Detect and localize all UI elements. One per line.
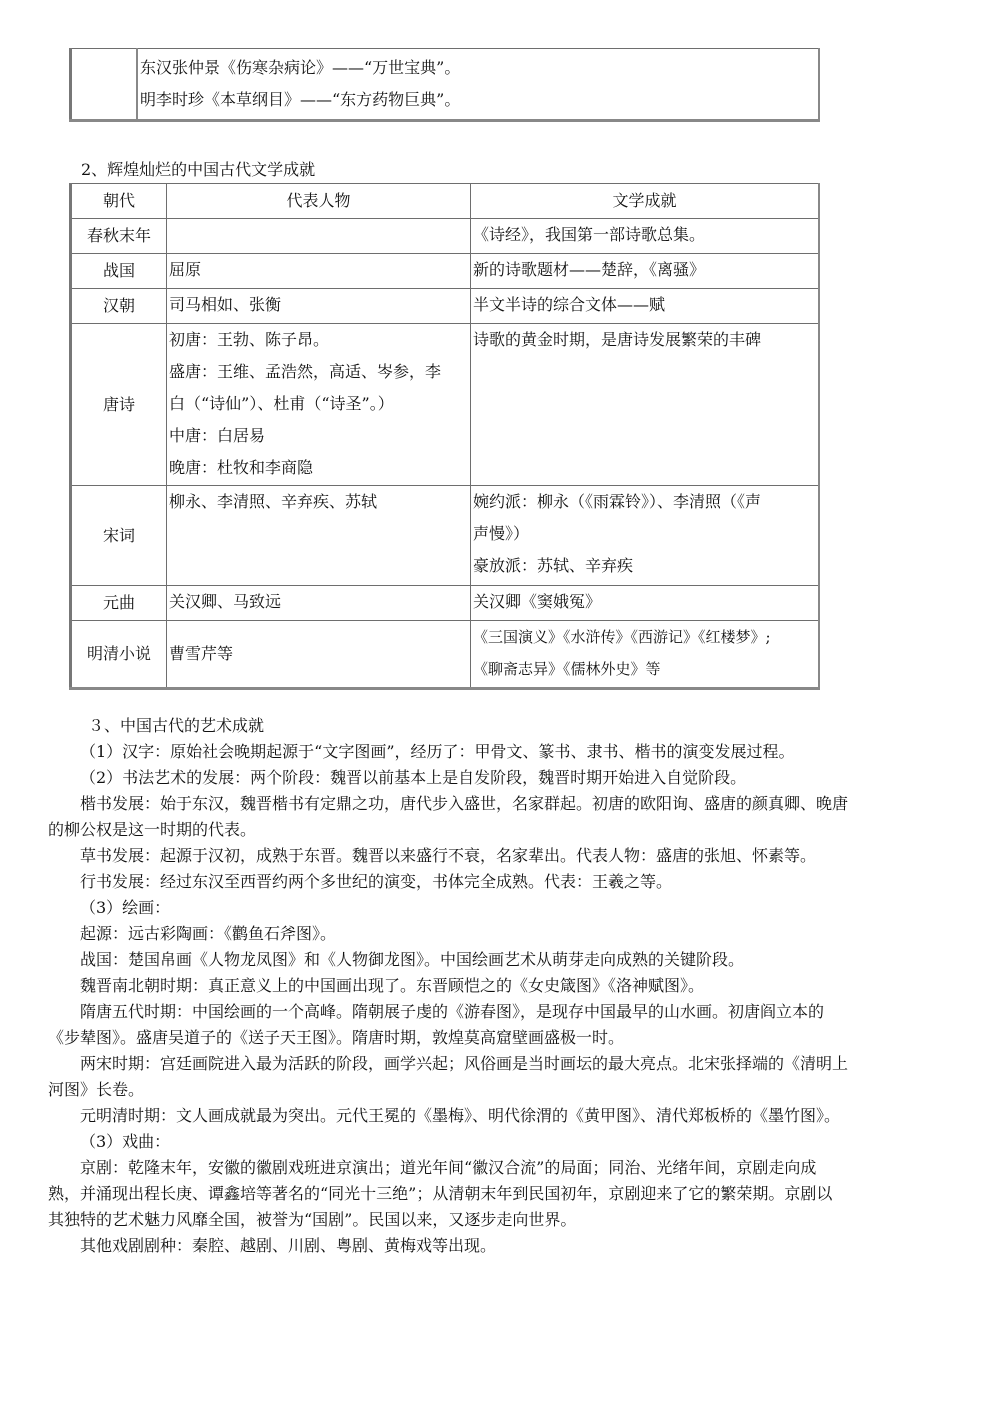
paragraph: 楷书发展：始于东汉，魏晋楷书有定鼎之功，唐代步入盛世，名家群起。初唐的欧阳询、盛唐的颜真卿、晚唐的柳公权是这一时期的代表。 xyxy=(48,794,849,839)
achievement-line: 新的诗歌题材——楚辞，《离骚》 xyxy=(473,260,706,279)
table-row xyxy=(71,254,820,289)
medicine-cell xyxy=(137,49,819,121)
literature-table xyxy=(69,183,820,690)
header-dynasty: 朝代 xyxy=(71,184,167,219)
empty-cell xyxy=(71,49,138,121)
achievement-line: 《三国演义》《水浒传》《西游记》《红楼梦》; xyxy=(473,628,771,646)
achievement-line: 婉约派：柳永（《雨霖铃》）、李清照（《声 xyxy=(473,492,762,511)
medicine-line: 明李时珍《本草纲目》——“东方药物巨典”。 xyxy=(140,90,461,109)
header-achievement: 文学成就 xyxy=(471,184,820,219)
dynasty-cell: 唐诗 xyxy=(71,324,167,486)
dynasty-cell: 战国 xyxy=(71,254,167,289)
paragraph: 草书发展：起源于汉初，成熟于东晋。魏晋以来盛行不衰，名家辈出。代表人物：盛唐的张旭、怀素等。 xyxy=(80,846,817,865)
table-row xyxy=(71,621,820,689)
paragraph: 其他戏剧剧种：秦腔、越剧、川剧、粤剧、黄梅戏等出现。 xyxy=(80,1236,497,1255)
table-header-row xyxy=(71,184,820,219)
people-cell xyxy=(167,486,471,586)
achievement-line: 豪放派：苏轼、辛弃疾 xyxy=(473,556,634,575)
people-line: 初唐：王勃、陈子昂。 xyxy=(169,330,330,349)
achievement-cell xyxy=(471,586,820,621)
art-achievements-section xyxy=(48,713,848,1259)
dynasty-cell: 宋词 xyxy=(71,486,167,586)
achievement-line: 《聊斋志异》《儒林外史》等 xyxy=(473,660,661,678)
dynasty-cell: 元曲 xyxy=(71,586,167,621)
people-cell xyxy=(167,586,471,621)
achievement-cell xyxy=(471,486,820,586)
table-row xyxy=(71,324,820,486)
people-line: 盛唐：王维、孟浩然，高适、岑参，李 xyxy=(169,362,442,381)
achievement-line: 关汉卿《窦娥冤》 xyxy=(473,592,602,611)
people-cell xyxy=(167,621,471,689)
achievement-cell xyxy=(471,219,820,254)
people-cell xyxy=(167,219,471,254)
paragraph: 起源：远古彩陶画：《鹳鱼石斧图》。 xyxy=(80,924,337,943)
paragraph: 魏晋南北朝时期：真正意义上的中国画出现了。东晋顾恺之的《女史箴图》《洛神赋图》。 xyxy=(80,976,705,995)
dynasty-cell: 明清小说 xyxy=(71,621,167,689)
paragraph: （3）绘画： xyxy=(80,898,171,917)
achievement-cell xyxy=(471,254,820,289)
people-cell xyxy=(167,324,471,486)
table-row xyxy=(71,289,820,324)
people-line: 司马相如、张衡 xyxy=(169,295,282,314)
medicine-line: 东汉张仲景《伤寒杂病论》——“万世宝典”。 xyxy=(140,58,461,77)
header-people: 代表人物 xyxy=(167,184,471,219)
achievement-line: 声慢》） xyxy=(473,524,530,543)
achievement-line: 诗歌的黄金时期，是唐诗发展繁荣的丰碑 xyxy=(473,330,762,349)
people-cell xyxy=(167,254,471,289)
paragraph: （1）汉字：原始社会晚期起源于“文字图画”，经历了：甲骨文、篆书、隶书、楷书的演变发展过程。 xyxy=(80,742,795,761)
achievement-cell xyxy=(471,324,820,486)
paragraph: 元明清时期：文人画成就最为突出。元代王冕的《墨梅》、明代徐渭的《黄甲图》、清代郑板桥的《墨竹图》。 xyxy=(80,1106,841,1125)
people-line: 白（“诗仙”）、杜甫（“诗圣”。） xyxy=(169,394,394,413)
dynasty-cell: 春秋末年 xyxy=(71,219,167,254)
paragraph: 两宋时期：宫廷画院进入最为活跃的阶段，画学兴起；风俗画是当时画坛的最大亮点。北宋张择端的《清明上河图》长卷。 xyxy=(48,1054,849,1099)
section-2-title: 2、辉煌灿烂的中国古代文学成就 xyxy=(81,160,316,179)
dynasty-cell: 汉朝 xyxy=(71,289,167,324)
table-row xyxy=(71,486,820,586)
paragraph: 京剧：乾隆末年，安徽的徽剧戏班进京演出；道光年间“徽汉合流”的局面；同治、光绪年间，京剧走向成熟，并涌现出程长庚、谭鑫培等著名的“同光十三绝”；从清朝末年到民国初年，京剧迎来了它的繁荣期。京剧以其独特的艺术魅力风靡全国，被誉为“国剧”。民国以来，又逐步走向世界。 xyxy=(48,1158,833,1229)
paragraph: （3）戏曲： xyxy=(80,1132,171,1151)
people-line: 屈原 xyxy=(169,260,202,279)
achievement-line: 半文半诗的综合文体——赋 xyxy=(473,295,666,314)
people-line: 曹雪芹等 xyxy=(169,644,234,663)
table-row xyxy=(71,219,820,254)
table-row xyxy=(71,586,820,621)
achievement-cell xyxy=(471,621,820,689)
people-cell xyxy=(167,289,471,324)
medicine-table-continuation xyxy=(69,48,820,122)
achievement-line: 《诗经》，我国第一部诗歌总集。 xyxy=(473,225,706,244)
paragraph: 战国：楚国帛画《人物龙凤图》和《人物御龙图》。中国绘画艺术从萌芽走向成熟的关键阶段。 xyxy=(80,950,745,969)
paragraph: 行书发展：经过东汉至西晋约两个多世纪的演变，书体完全成熟。代表：王羲之等。 xyxy=(80,872,673,891)
people-line: 晚唐：杜牧和李商隐 xyxy=(169,458,314,477)
people-line: 中唐：白居易 xyxy=(169,426,266,445)
paragraph: 隋唐五代时期：中国绘画的一个高峰。隋朝展子虔的《游春图》，是现存中国最早的山水画。初唐阎立本的《步辇图》。盛唐吴道子的《送子天王图》。隋唐时期，敦煌莫高窟壁画盛极一时。 xyxy=(48,1002,825,1047)
section-3-title: ３、中国古代的艺术成就 xyxy=(88,716,265,735)
paragraph: （2）书法艺术的发展：两个阶段：魏晋以前基本上是自发阶段，魏晋时期开始进入自觉阶段。 xyxy=(80,768,747,787)
people-line: 关汉卿、马致远 xyxy=(169,592,282,611)
people-line: 柳永、李清照、辛弃疾、苏轼 xyxy=(169,492,378,511)
achievement-cell xyxy=(471,289,820,324)
